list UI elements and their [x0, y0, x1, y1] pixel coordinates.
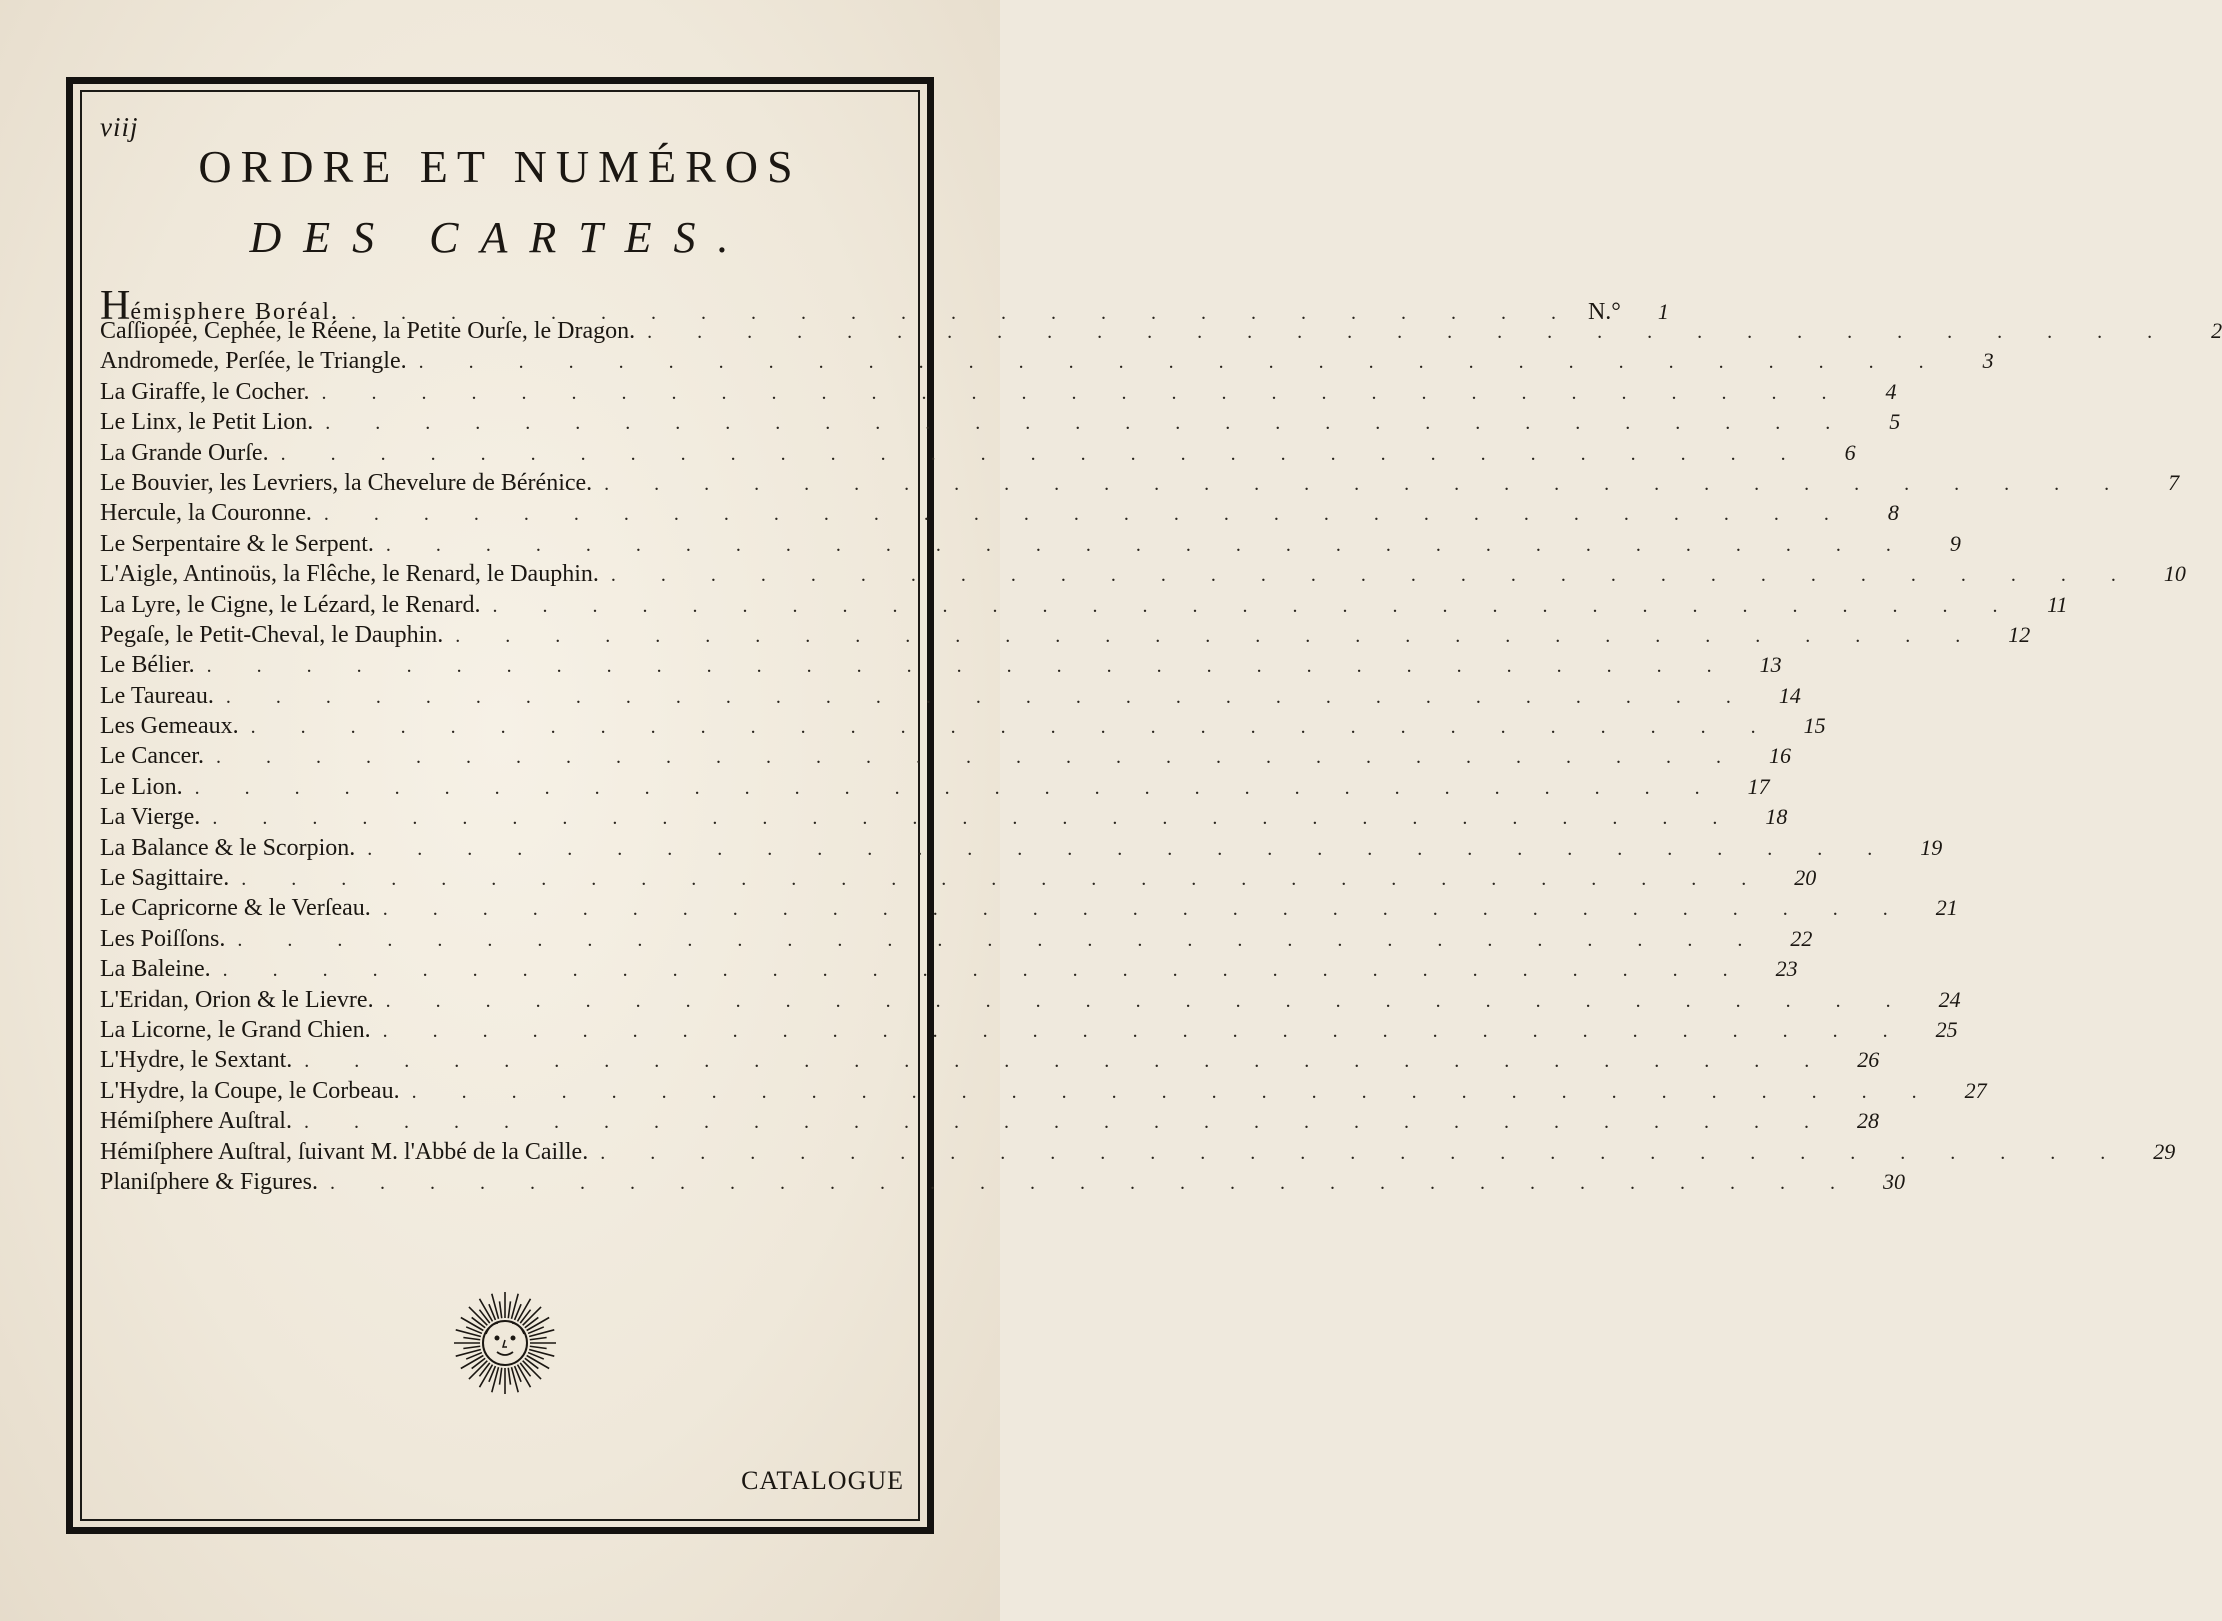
entry-label: Caſſiopée, Cephée, le Réene, la Petite Ourſe, le Dragon. — [100, 318, 636, 344]
entry-number: 8 — [1887, 500, 1899, 526]
dot-leader: . . . . . . . . . . . . . . . . . . . . . . . . . . . . . . . — [455, 624, 1981, 647]
entry-label: Le Taureau. — [100, 682, 214, 709]
entry-number: 7 — [2168, 469, 2180, 495]
list-item — [100, 956, 1798, 986]
entry-number: 23 — [1775, 956, 1798, 982]
entry-number: 9 — [1949, 530, 1961, 556]
entry-number: 25 — [1935, 1016, 1958, 1042]
dot-leader: . . . . . . . . . . . . . . . . . . . . . . . . . . . . . . . — [385, 533, 1911, 556]
entry-number: 22 — [1790, 925, 1813, 951]
entry-label: Le Bélier. — [100, 652, 195, 679]
entry-label: Hercule, la Couronne. — [100, 500, 312, 527]
entry-label: Andromede, Perſée, le Triangle. — [100, 348, 407, 375]
entry-number: 26 — [1857, 1047, 1880, 1073]
page-title: ORDRE ET NUMÉROS — [198, 141, 802, 192]
list-item — [100, 500, 1899, 530]
dot-leader: . . . . . . . . . . . . . . . . . . . . . . . . . — [350, 302, 1576, 324]
entry-label: Les Gemeaux. — [100, 713, 239, 740]
dot-leader: . . . . . . . . . . . . . . . . . . . . . . . . . . . . . . . — [411, 1080, 1937, 1103]
entry-number: 3 — [1982, 348, 1994, 374]
entry-label: La Balance & le Scorpion. — [100, 834, 356, 861]
list-item — [100, 925, 1813, 956]
entry-label: La Licorne, le Grand Chien. — [100, 1016, 371, 1043]
dot-leader: . . . . . . . . . . . . . . . . . . . . . . . . . . . . . . . — [600, 1141, 2126, 1164]
list-item — [100, 986, 1961, 1017]
list-item — [100, 1077, 1987, 1108]
entry-label: Hémiſphere Auſtral, ſuivant M. l'Abbé de la Caille. — [100, 1138, 589, 1165]
entry-number: 20 — [1794, 865, 1817, 891]
entry-label: L'Eridan, Orion & le Lievre. — [100, 986, 374, 1013]
dot-leader: . . . . . . . . . . . . . . . . . . . . . . . . . . . . . . . — [303, 1111, 1829, 1134]
entry-label: Hémiſphere Auſtral. — [100, 1108, 292, 1135]
list-item — [100, 439, 1856, 470]
entry-number: 12 — [2008, 621, 2031, 647]
list-item — [100, 713, 1826, 743]
list-item — [100, 409, 1901, 439]
entry-label: Les Poiſſons. — [100, 925, 226, 952]
entry-label: L'Aigle, Antinoüs, la Flêche, le Renard, le Dauphin. — [100, 561, 599, 588]
list-item — [100, 1108, 1879, 1138]
entry-number: 19 — [1920, 834, 1943, 860]
list-item — [100, 318, 2222, 348]
dot-leader: . . . . . . . . . . . . . . . . . . . . . . . . . . . . . . . — [206, 655, 1732, 678]
entry-label: Le Lion. — [100, 773, 183, 800]
entry-label: La Lyre, le Cigne, le Lézard, le Renard. — [100, 591, 481, 618]
dot-leader: . . . . . . . . . . . . . . . . . . . . . . . . . . . . . . . — [304, 1050, 1830, 1073]
dot-leader: . . . . . . . . . . . . . . . . . . . . . . . . . . . . . . . — [382, 1019, 1908, 1042]
dot-leader: . . . . . . . . . . . . . . . . . . . . . . . . . . . . . . . — [329, 1171, 1855, 1194]
list-item — [100, 652, 1782, 682]
dot-leader: . . . . . . . . . . . . . . . . . . . . . . . . . . . . . . . — [222, 959, 1748, 982]
dot-leader: . . . . . . . . . . . . . . . . . . . . . . . . . . . . . . . — [212, 807, 1738, 830]
entry-number: 1 — [1657, 299, 1669, 324]
list-item — [100, 682, 1801, 713]
list-item — [100, 834, 1943, 865]
dot-leader: . . . . . . . . . . . . . . . . . . . . . . . . . . . . . . . — [194, 776, 1720, 799]
entry-number: 21 — [1935, 895, 1958, 921]
entry-label: La Baleine. — [100, 956, 211, 983]
entry-number: 27 — [1964, 1077, 1987, 1103]
entry-label: Pegaſe, le Petit-Cheval, le Dauphin. — [100, 621, 444, 648]
list-item — [100, 773, 1770, 804]
entry-label: Planiſphere & Figures. — [100, 1168, 318, 1195]
entry-number: 6 — [1844, 439, 1856, 465]
entry-label: La Vierge. — [100, 804, 201, 831]
list-item — [100, 804, 1788, 834]
list-item — [100, 530, 1961, 561]
entry-label-rest: émisphere Boréal. — [130, 299, 339, 325]
entry-label: L'Hydre, le Sextant. — [100, 1047, 293, 1074]
entry-number: 24 — [1938, 986, 1961, 1012]
sun-face-ornament-icon — [452, 1290, 558, 1396]
list-item — [100, 561, 2186, 591]
dot-leader: . . . . . . . . . . . . . . . . . . . . . . . . . . . . . . . — [382, 898, 1908, 921]
entry-label: Le Bouvier, les Levriers, la Chevelure de Bérénice. — [100, 469, 593, 496]
list-item — [100, 865, 1817, 895]
dot-leader: . . . . . . . . . . . . . . . . . . . . . . . . . . . . . . . — [418, 351, 1944, 374]
number-prefix: N.° — [1587, 299, 1621, 325]
dot-leader: . . . . . . . . . . . . . . . . . . . . . . . . . . . . . . . — [604, 472, 2130, 495]
entry-number: 10 — [2163, 561, 2186, 587]
entry-number: 15 — [1803, 713, 1826, 739]
entry-label: Le Capricorne & le Verſeau. — [100, 895, 371, 922]
list-item — [100, 621, 2031, 652]
list-item — [100, 895, 1958, 925]
dot-leader: . . . . . . . . . . . . . . . . . . . . . . . . . . . . . . . — [325, 412, 1851, 435]
entry-number: 17 — [1747, 773, 1770, 799]
dot-leader: . . . . . . . . . . . . . . . . . . . . . . . . . . . . . . . — [321, 381, 1847, 404]
dot-leader: . . . . . . . . . . . . . . . . . . . . . . . . . . . . . . . — [215, 746, 1741, 769]
list-item — [100, 591, 2068, 622]
entry-number: 16 — [1768, 743, 1791, 769]
dot-leader: . . . . . . . . . . . . . . . . . . . . . . . . . . . . . . . — [367, 837, 1893, 860]
folio-number: viij — [100, 112, 139, 142]
dot-leader: . . . . . . . . . . . . . . . . . . . . . . . . . . . . . . . — [250, 716, 1776, 739]
entry-number: 30 — [1882, 1168, 1905, 1194]
dot-leader: . . . . . . . . . . . . . . . . . . . . . . . . . . . . . . . — [241, 868, 1767, 891]
list-item — [100, 282, 1669, 329]
list-item — [100, 1016, 1958, 1047]
entry-number: 13 — [1759, 652, 1782, 678]
list-item — [100, 1047, 1880, 1077]
drop-cap: H — [100, 283, 131, 329]
entry-label: L'Hydre, la Coupe, le Corbeau. — [100, 1077, 400, 1104]
entry-label: La Giraffe, le Cocher. — [100, 378, 310, 405]
list-item — [100, 348, 1994, 378]
dot-leader: . . . . . . . . . . . . . . . . . . . . . . . . . . . . . . . — [385, 989, 1911, 1012]
dot-leader: . . . . . . . . . . . . . . . . . . . . . . . . . . . . . . . — [610, 564, 2136, 587]
entry-label: Le Cancer. — [100, 743, 204, 770]
entry-number: 4 — [1885, 378, 1897, 404]
catchword: CATALOGUE — [741, 1466, 904, 1495]
entry-number: 5 — [1889, 409, 1901, 435]
entry-number: 14 — [1778, 682, 1801, 708]
dot-leader: . . . . . . . . . . . . . . . . . . . . . . . . . . . . . . . — [237, 928, 1763, 951]
list-item — [100, 1168, 1905, 1199]
entry-label: Le Sagittaire. — [100, 865, 230, 892]
entry-label: La Grande Ourſe. — [100, 439, 269, 466]
list-item — [100, 469, 2180, 500]
dot-leader: . . . . . . . . . . . . . . . . . . . . . . . . . . . . . . . — [492, 594, 2018, 617]
entry-label: Le Serpentaire & le Serpent. — [100, 530, 374, 557]
entry-number: 18 — [1765, 804, 1788, 830]
list-item — [100, 1138, 2176, 1169]
entry-number: 2 — [2211, 318, 2222, 343]
entry-number: 11 — [2047, 591, 2068, 617]
entry-number: 29 — [2153, 1138, 2176, 1164]
entry-label: Le Linx, le Petit Lion. — [100, 409, 314, 436]
dot-leader: . . . . . . . . . . . . . . . . . . . . . . . . . . . . . . . — [323, 503, 1849, 526]
dot-leader: . . . . . . . . . . . . . . . . . . . . . . . . . . . . . . . — [280, 442, 1806, 465]
entry-number: 28 — [1856, 1108, 1879, 1134]
list-item — [100, 378, 1897, 409]
dot-leader: . . . . . . . . . . . . . . . . . . . . . . . . . . . . . . . — [647, 321, 2173, 343]
page-subtitle: DES CARTES. — [249, 213, 751, 262]
dot-leader: . . . . . . . . . . . . . . . . . . . . . . . . . . . . . . . — [225, 685, 1751, 708]
list-item — [100, 743, 1791, 773]
contents-list — [100, 282, 2222, 1199]
